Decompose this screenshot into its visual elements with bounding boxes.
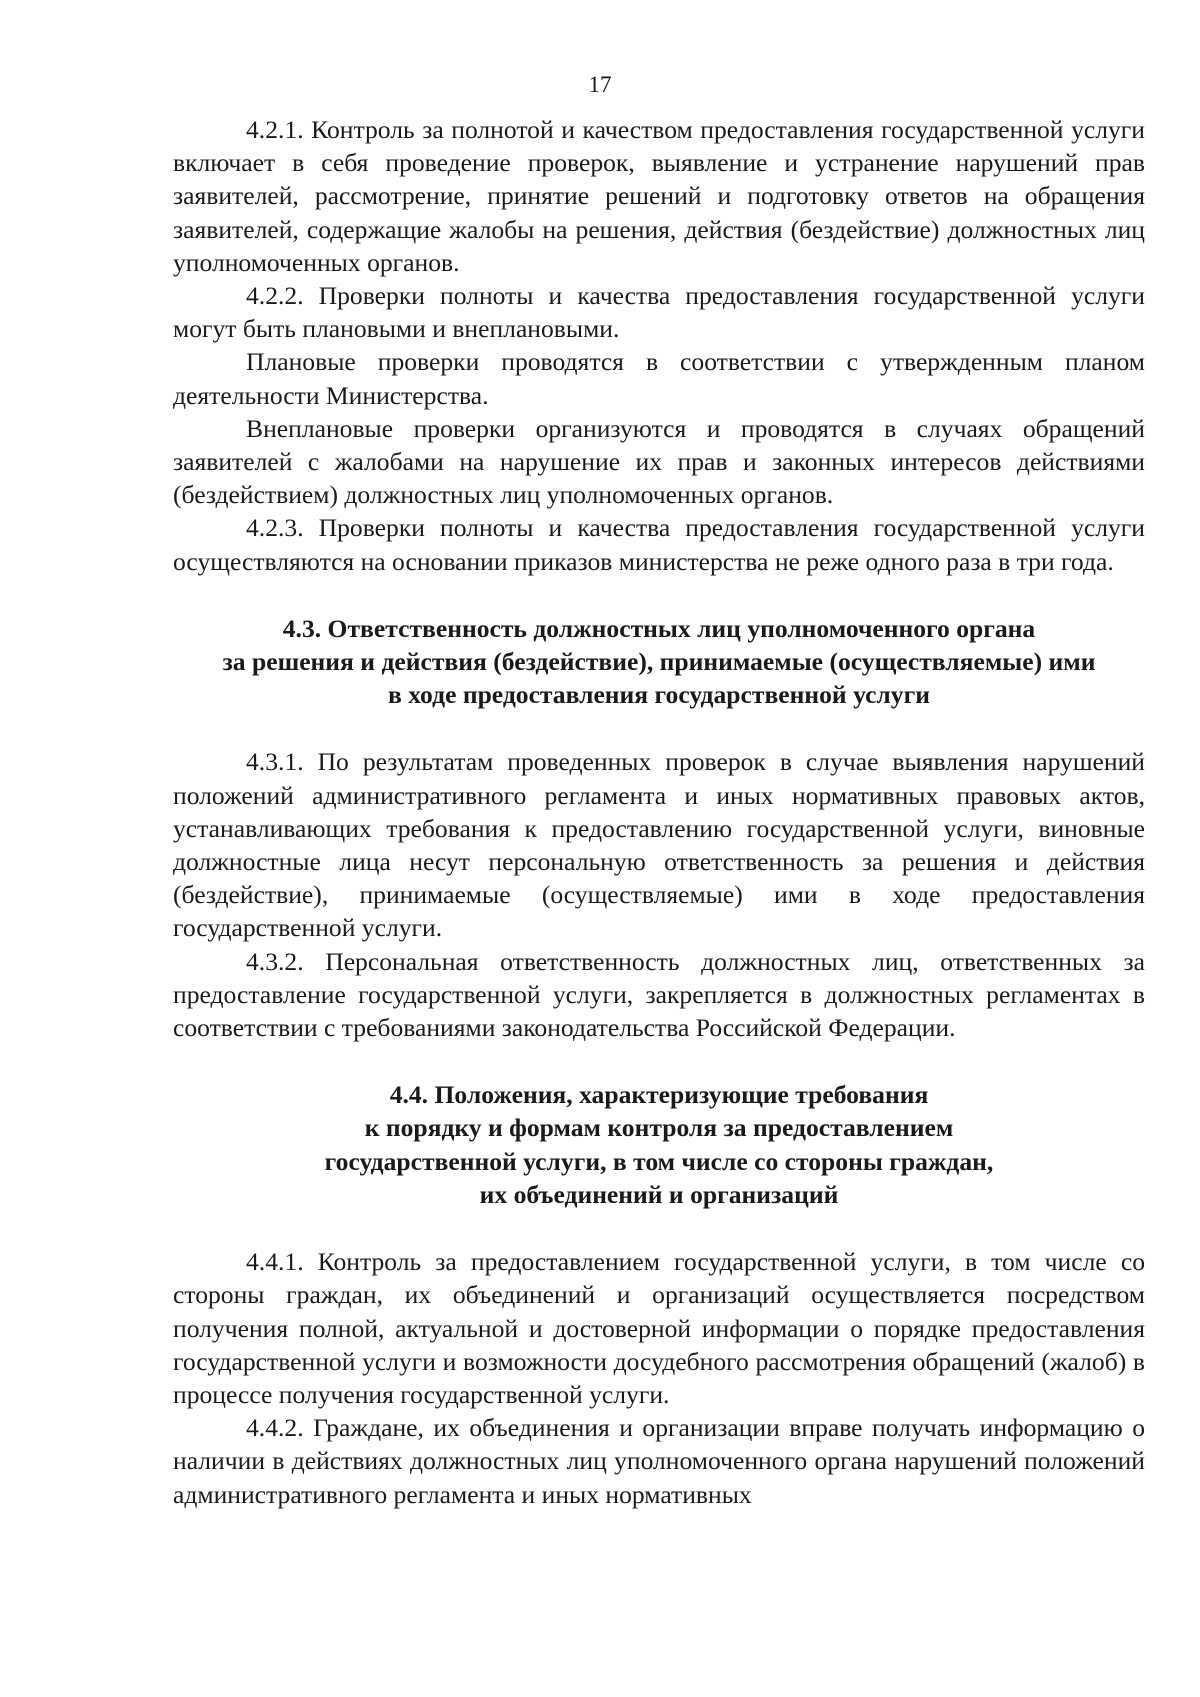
document-body (173, 113, 1145, 1511)
heading-line: 4.3. Ответственность должностных лиц уполномоченного органа (282, 613, 1036, 643)
section-heading-4-4 (173, 1078, 1145, 1211)
heading-line: их объединений и организаций (479, 1179, 839, 1209)
section-heading-4-3 (173, 612, 1145, 712)
spacer (173, 711, 1145, 745)
paragraph-4-4-2: 4.4.2. Граждане, их объединения и организации вправе получать информацию о наличии в действиях должностных лиц уполномоченного органа нарушений положений административного регламента и иных нормативных (173, 1413, 1145, 1509)
paragraph-4-2-1: 4.2.1. Контроль за полнотой и качеством предоставления государственной услуги включает в себя проведение проверок, выявление и устранение нарушений прав заявителей, рассмотрение, принятие решений и подготовку ответов на обращения заявителей, содержащие жалобы на решения, действия (бездействие) должностных лиц уполномоченных органов. (173, 115, 1145, 277)
paragraph-4-3-1: 4.3.1. По результатам проведенных проверок в случае выявления нарушений положений административного регламента и иных нормативных правовых актов, устанавливающих требования к предоставлению государственной услуги, виновные должностные лица несут персональную ответственность за решения и действия (бездействие), принимаемые (осуществляемые) ими в ходе предоставления государственной услуги. (173, 747, 1145, 943)
spacer (173, 578, 1145, 612)
spacer (173, 1044, 1145, 1078)
heading-line: 4.4. Положения, характеризующие требования (389, 1080, 929, 1110)
paragraph-unplanned-checks: Внеплановые проверки организуются и проводятся в случаях обращений заявителей с жалобами на нарушение их прав и законных интересов действиями (бездействием) должностных лиц уполномоченных органов. (173, 413, 1145, 510)
paragraph-4-2-2: 4.2.2. Проверки полноты и качества предоставления государственной услуги могут быть плановыми и внеплановыми. (173, 281, 1145, 344)
paragraph-4-4-1: 4.4.1. Контроль за предоставлением государственной услуги, в том числе со стороны граждан, их объединений и организаций осуществляется посредством получения полной, актуальной и достоверной информации о порядке предоставления государственной услуги и возможности досудебного рассмотрения обращений (жалоб) в процессе получения государственной услуги. (173, 1247, 1145, 1409)
spacer (173, 1211, 1145, 1245)
paragraph-planned-checks: Плановые проверки проводятся в соответствии с утвержденным планом деятельности Министерства. (173, 347, 1145, 410)
heading-line: государственной услуги, в том числе со стороны граждан, (324, 1146, 994, 1176)
paragraph-4-2-3: 4.2.3. Проверки полноты и качества предоставления государственной услуги осуществляются на основании приказов министерства не реже одного раза в три года. (173, 513, 1145, 576)
paragraph-4-3-2: 4.3.2. Персональная ответственность должностных лиц, ответственных за предоставление государственной услуги, закрепляется в должностных регламентах в соответствии с требованиями законодательства Российской Федерации. (173, 946, 1145, 1043)
heading-line: к порядку и формам контроля за предоставлением (364, 1113, 954, 1143)
heading-line: за решения и действия (бездействие), принимаемые (осуществляемые) ими (222, 647, 1096, 677)
page-number: 17 (588, 72, 612, 97)
heading-line: в ходе предоставления государственной услуги (388, 680, 930, 710)
